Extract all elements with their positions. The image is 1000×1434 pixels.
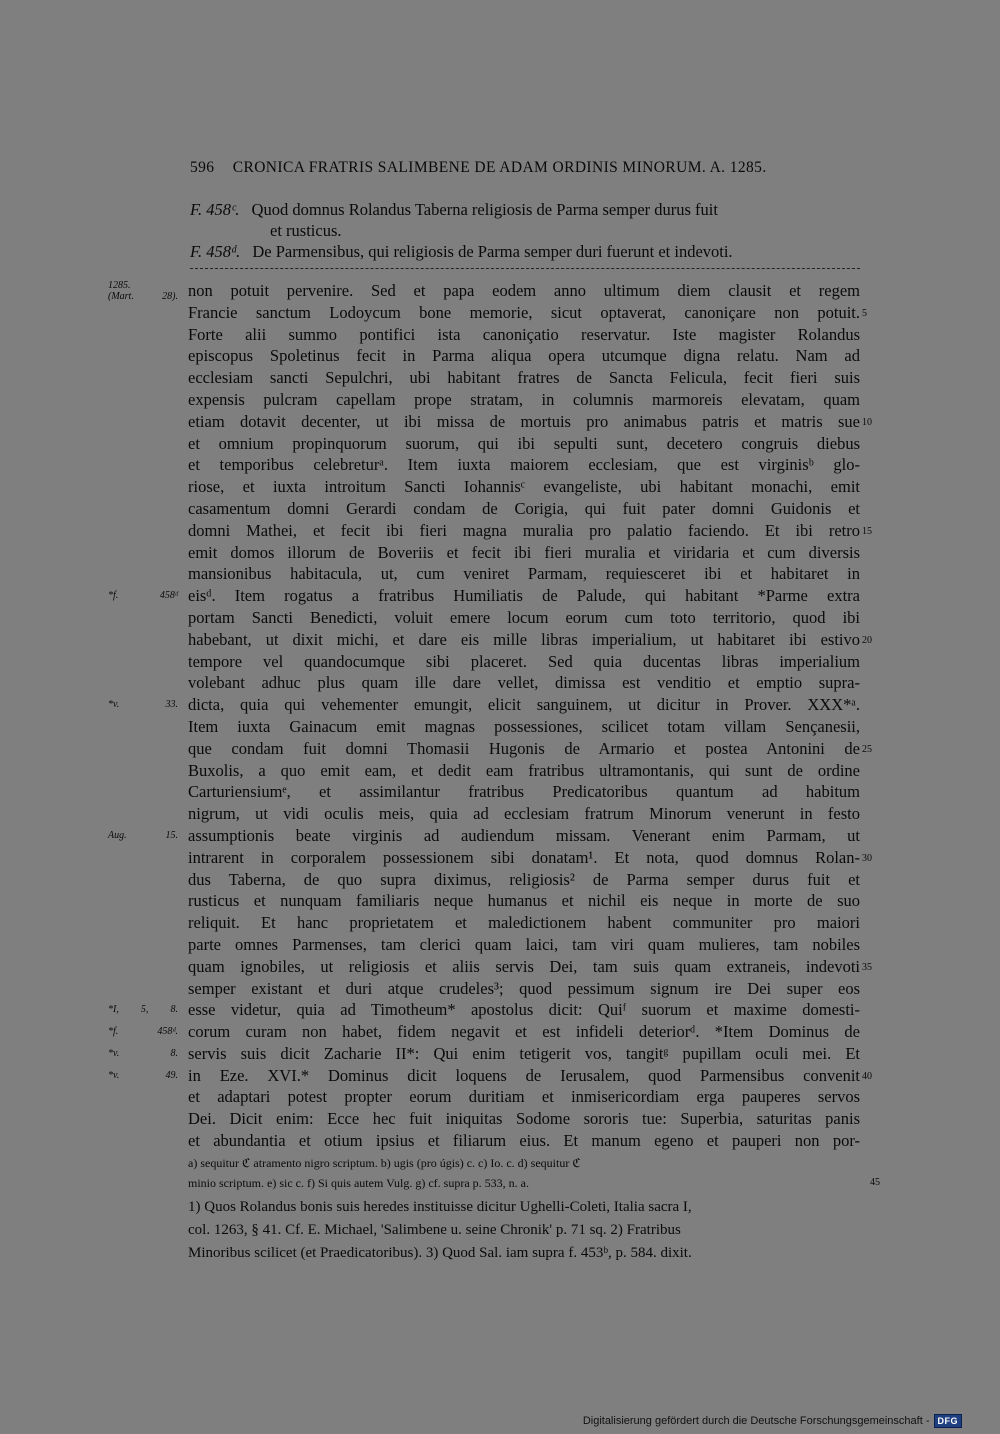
text-line xyxy=(108,694,860,716)
margin-note: *f. 458ᵈ xyxy=(108,590,178,602)
text-line xyxy=(188,498,860,520)
text-line xyxy=(188,367,860,389)
line-number: 40 xyxy=(862,1070,872,1082)
text-line xyxy=(108,280,860,302)
text-line-content: et adaptari potest propter eorum duritiam et inmisericordiam erga pauperes servos xyxy=(188,1087,860,1107)
text-line-content: tempore vel quandocumque sibi placeret. Sed quia ducentas libras imperialium xyxy=(188,651,860,671)
text-line-content: Forte alii summo pontifici ista canoniçatio reservatur. Iste magister Rolandus xyxy=(188,324,860,344)
rubric-text: De Parmensibus, qui religiosis de Parma semper duri fuerunt et indevoti. xyxy=(252,242,733,261)
text-line-content: et temporibus celebreturᵃ. Item iuxta maiorem ecclesiam, que est virginisᵇ glo- xyxy=(188,455,860,475)
line-number: 25 xyxy=(862,743,872,755)
text-line-content: Francie sanctum Lodoycum bone memorie, sicut optaverat, canoniçare non potuit. xyxy=(188,302,860,322)
text-line xyxy=(188,803,860,825)
text-line xyxy=(188,542,860,564)
text-line-content: rusticus et nunquam familiaris neque humanus et nichil eis neque in morte de suo xyxy=(188,891,860,911)
rubric-2 xyxy=(190,241,860,262)
text-line-content: et omnium propinquorum suorum, qui ibi sepulti sunt, decetero congruis diebus xyxy=(188,433,860,453)
text-line xyxy=(188,760,860,782)
text-line-content: dus Taberna, de quo supra diximus, religiosis² de Parma semper durus fuit et xyxy=(188,869,860,889)
text-line-content: riose, et iuxta introitum Sancti Iohannisᶜ evangeliste, ubi habitant monachi, emit xyxy=(188,477,860,497)
text-line xyxy=(188,738,872,760)
rubric-ref: F. 458ᵈ. xyxy=(190,242,241,261)
main-text xyxy=(108,280,872,1152)
text-line-content: esse videtur, quia ad Timotheum* apostolus dicit: Quiᶠ suorum et maxime domesti- xyxy=(188,1000,860,1020)
credit-text: Digitalisierung gefördert durch die Deutsche Forschungsgemeinschaft - xyxy=(582,1415,930,1427)
text-line-content: quam ignobiles, ut religiosis et aliis servis Dei, tam suis quam extraneis, indevoti xyxy=(188,956,860,976)
text-line-content: emit domos illorum de Boveriis et fecit ibi fieri muralia et viridaria et cum diversis xyxy=(188,542,860,562)
dfg-logo: DFG xyxy=(934,1414,963,1428)
text-line xyxy=(188,781,860,803)
text-line xyxy=(188,978,860,1000)
margin-note: *v. 8. xyxy=(108,1047,178,1059)
text-line xyxy=(188,1086,860,1108)
text-line-content: casamentum domni Gerardi condam de Corigia, qui fuit pater domni Guidonis et xyxy=(188,498,860,518)
digitization-credit xyxy=(583,1414,962,1428)
text-line-content: intrarent in corporalem possessionem sibi donatam¹. Et nota, quod domnus Rolan- xyxy=(188,847,860,867)
rubric-1 xyxy=(190,199,860,241)
text-line xyxy=(188,869,860,891)
text-line-content: portam Sancti Benedicti, voluit emere locum eorum cum toto territorio, quod ibi xyxy=(188,607,860,627)
rubric-ref: F. 458ᶜ. xyxy=(190,200,240,219)
text-line-content: eisᵈ. Item rogatus a fratribus Humiliatis de Palude, qui habitant *Parme extra xyxy=(188,586,860,606)
text-line xyxy=(108,1021,860,1043)
text-line-content: domni Mathei, et fecit ibi fieri magna muralia pro palatio faciendo. Et ibi retro xyxy=(188,520,860,540)
line-number: 15 xyxy=(862,525,872,537)
text-line-content: semper existant et duri atque crudeles³; quod pessimum signum ire Dei super eos xyxy=(188,978,860,998)
margin-note: *f. 458ᵈ. xyxy=(108,1026,178,1038)
text-line xyxy=(188,847,872,869)
text-line xyxy=(188,563,860,585)
text-line-content: nigrum, ut vidi oculis meis, quia ad ecclesiam fratrum Minorum venerunt in festo xyxy=(188,804,860,824)
running-title: CRONICA FRATRIS SALIMBENE DE ADAM ORDINIS MINORUM. A. 1285. xyxy=(232,159,767,176)
text-line xyxy=(188,890,860,912)
footnote-line: 1) Quos Rolandus bonis suis heredes instituisse dicitur Ughelli-Coleti, Italia sacra I, xyxy=(188,1199,692,1215)
text-line xyxy=(188,454,860,476)
text-line xyxy=(188,520,872,542)
text-line-content: assumptionis beate virginis ad audiendum missam. Venerant enim Parmam, ut xyxy=(188,825,860,845)
text-line xyxy=(188,1108,860,1130)
footnote-line: Minoribus scilicet (et Praedicatoribus). 3) Quod Sal. iam supra f. 453ᵇ, p. 584. dixit. xyxy=(188,1245,692,1261)
text-line-content: in Eze. XVI.* Dominus dicit loquens de Ierusalem, quod Parmensibus convenit xyxy=(188,1065,860,1085)
text-line xyxy=(108,999,860,1021)
margin-note: Aug. 15. xyxy=(108,829,178,841)
footnotes xyxy=(188,1196,860,1265)
text-line-content: volebant adhuc plus quam ille dare vellet, dimissa est venditio et emptio supra- xyxy=(188,673,860,693)
line-number: 45 xyxy=(870,1177,880,1188)
text-line-content: mansionibus habitacula, ut, cum veniret Parmam, requiesceret ibi et habitaret in xyxy=(188,564,860,584)
line-number: 30 xyxy=(862,852,872,864)
line-number: 5 xyxy=(862,307,867,319)
margin-note: 1285. (Mart. 28). xyxy=(108,280,178,302)
footnote-line: col. 1263, § 41. Cf. E. Michael, 'Salimbene u. seine Chronik' p. 71 sq. 2) Fratribus xyxy=(188,1222,681,1238)
text-line xyxy=(188,389,860,411)
margin-note: *v. 33. xyxy=(108,699,178,711)
critical-note-text: minio scriptum. e) sic c. f) Si quis autem Vulg. g) cf. supra p. 533, n. a. xyxy=(188,1176,529,1190)
critical-apparatus xyxy=(188,1153,880,1193)
text-line-content: ecclesiam sancti Sepulchri, ubi habitant fratres de Sancta Felicula, fecit fieri suis xyxy=(188,368,860,388)
text-line-content: reliquit. Et hanc proprietatem et maledictionem habent communiter pro maiori xyxy=(188,913,860,933)
text-line-content: habebant, ut dixit michi, et dare eis mille libras imperialium, ut habitaret ibi estivo xyxy=(188,629,860,649)
text-line xyxy=(188,672,860,694)
text-line xyxy=(188,607,860,629)
critical-note-line xyxy=(188,1173,880,1193)
rubric-continuation: et rusticus. xyxy=(270,221,342,240)
line-number: 10 xyxy=(862,416,872,428)
rubric-text: Quod domnus Rolandus Taberna religiosis de Parma semper durus fuit xyxy=(251,200,718,219)
section-divider xyxy=(190,268,860,269)
text-line xyxy=(188,411,872,433)
text-line xyxy=(188,302,867,324)
page-number: 596 xyxy=(190,159,215,176)
text-line xyxy=(188,934,860,956)
text-line xyxy=(188,1130,860,1152)
text-line xyxy=(108,1043,860,1065)
line-number: 20 xyxy=(862,634,872,646)
text-line-content: episcopus Spoletinus fecit in Parma aliqua opera utcumque digna relatu. Nam ad xyxy=(188,346,860,366)
text-line xyxy=(108,1065,872,1087)
text-line-content: que condam fuit domni Thomasii Hugonis de Armario et postea Antonini de xyxy=(188,738,860,758)
text-line-content: Carturiensiumᵉ, et assimilantur fratribus Predicatoribus quantum ad habitum xyxy=(188,782,860,802)
text-line-content: corum curam non habet, fidem negavit et est infideli deteriorᵈ. *Item Dominus de xyxy=(188,1022,860,1042)
rubrics xyxy=(190,199,860,262)
text-line xyxy=(188,629,872,651)
text-line xyxy=(188,345,860,367)
running-header xyxy=(190,159,860,177)
text-line xyxy=(108,585,860,607)
text-line-content: etiam dotavit decenter, ut ibi missa de mortuis pro animabus patris et matris sue xyxy=(188,411,860,431)
text-line-content: parte omnes Parmenses, tam clerici quam laici, tam viri quam mulieres, tam nobiles xyxy=(188,934,860,954)
text-line-content: Buxolis, a quo emit eam, et dedit eam fratribus ultramontanis, qui sunt de ordine xyxy=(188,760,860,780)
text-line xyxy=(108,825,860,847)
text-line xyxy=(188,651,860,673)
margin-note: *I, 5, 8. xyxy=(108,1004,178,1016)
text-line xyxy=(188,912,860,934)
text-line-content: expensis pulcram capellam prope stratam, in columnis marmoreis elevatam, quam xyxy=(188,389,860,409)
text-line-content: servis suis dicit Zacharie II*: Qui enim tetigerit vos, tangitᵍ pupillam oculi mei. Et xyxy=(188,1043,860,1063)
critical-note-text: a) sequitur ℭ atramento nigro scriptum. b) ugis (pro úgis) c. c) Io. c. d) sequitur ℭ xyxy=(188,1156,581,1170)
text-line xyxy=(188,433,860,455)
line-number: 35 xyxy=(862,961,872,973)
text-line-content: et abundantia et otium ipsius et filiarum eius. Et manum egeno et pauperi non por- xyxy=(188,1131,860,1151)
text-line xyxy=(188,476,860,498)
margin-note: *v. 49. xyxy=(108,1069,178,1081)
text-line xyxy=(188,956,872,978)
text-line-content: Item iuxta Gainacum emit magnas possessiones, scilicet totam villam Sençanesii, xyxy=(188,716,860,736)
text-line-content: dicta, quia qui vehementer emungit, elicit sanguinem, ut dicitur in Prover. XXX*ᵃ. xyxy=(188,695,860,715)
text-line-content: non potuit pervenire. Sed et papa eodem anno ultimum diem clausit et regem xyxy=(188,281,860,300)
text-line xyxy=(188,716,860,738)
text-line xyxy=(188,324,860,346)
text-line-content: Dei. Dicit enim: Ecce hec fuit iniquitas Sodome sororis tue: Superbia, saturitas panis xyxy=(188,1109,860,1129)
critical-note-line xyxy=(188,1153,860,1173)
